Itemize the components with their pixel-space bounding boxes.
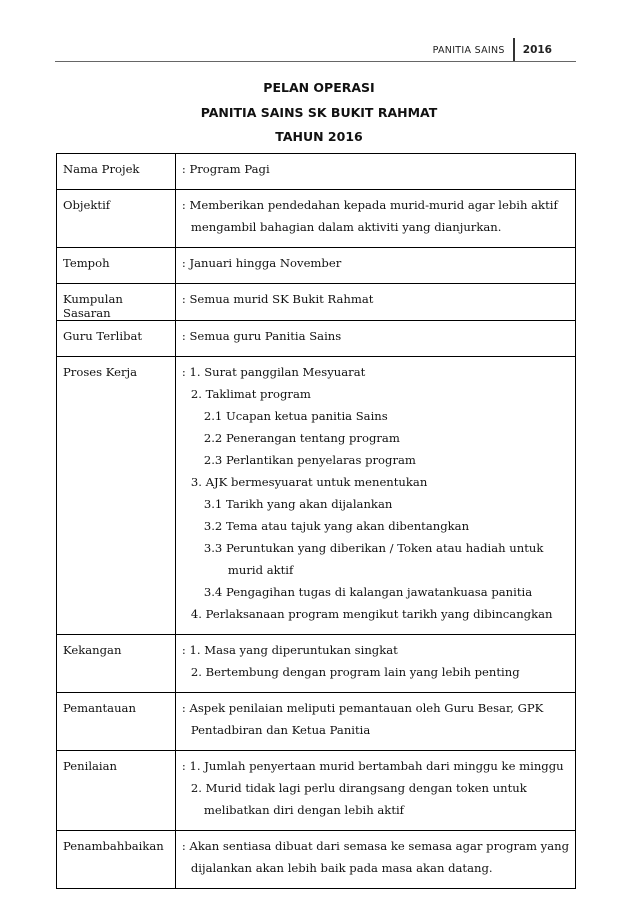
row-value-line: 2. Bertembung dengan program lain yang lebih penting	[190, 665, 520, 679]
row-label: Penambahbaikan	[57, 831, 176, 889]
table-row	[57, 321, 576, 357]
table-row	[57, 693, 576, 751]
table-row	[57, 635, 576, 693]
row-value-line: 3.2 Tema atau tajuk yang akan dibentangkan	[203, 519, 470, 533]
header-year: 2016	[522, 44, 552, 56]
row-value-line: 2.1 Ucapan ketua panitia Sains	[203, 409, 388, 423]
table-row	[57, 751, 576, 831]
row-value	[175, 190, 575, 248]
row-label: Kumpulan Sasaran	[57, 284, 176, 321]
row-value-line: 3. AJK bermesyuarat untuk menentukan	[190, 475, 428, 489]
row-value-line: 2. Taklimat program	[190, 387, 311, 401]
row-value-line: : Memberikan pendedahan kepada murid-murid agar lebih aktif	[181, 198, 558, 212]
header-title: PANITIA SAINS	[432, 44, 505, 56]
row-value-line: : 1. Masa yang diperuntukan singkat	[181, 643, 398, 657]
document-subtitle: PANITIA SAINS SK BUKIT RAHMAT	[200, 105, 438, 120]
row-label: Pemantauan	[57, 693, 176, 751]
row-value-line: : Semua guru Panitia Sains	[181, 329, 342, 343]
row-value	[175, 357, 575, 635]
row-value-line: : Aspek penilaian meliputi pemantauan oleh Guru Besar, GPK	[181, 701, 544, 715]
row-value-line: 3.4 Pengagihan tugas di kalangan jawatankuasa panitia	[203, 585, 533, 599]
row-value-line: 3.1 Tarikh yang akan dijalankan	[203, 497, 393, 511]
row-label: Objektif	[57, 190, 176, 248]
table-row	[57, 831, 576, 889]
table-row	[57, 284, 576, 321]
row-value-line: : 1. Surat panggilan Mesyuarat	[181, 365, 366, 379]
row-value-line: melibatkan diri dengan lebih aktif	[203, 803, 404, 817]
row-label: Guru Terlibat	[57, 321, 176, 357]
row-value-line: : Program Pagi	[181, 162, 270, 176]
row-value-line: mengambil bahagian dalam aktiviti yang dianjurkan.	[190, 220, 502, 234]
row-value	[175, 284, 575, 321]
operation-plan-table	[56, 153, 576, 889]
row-value-line: : Semua murid SK Bukit Rahmat	[181, 292, 374, 306]
document-year-title: TAHUN 2016	[275, 129, 363, 144]
row-value-line: : Akan sentiasa dibuat dari semasa ke semasa agar program yang	[181, 839, 569, 853]
row-value-line: 3.3 Peruntukan yang diberikan / Token atau hadiah untuk	[203, 541, 544, 555]
row-label: Tempoh	[57, 248, 176, 284]
row-value	[175, 321, 575, 357]
row-value	[175, 693, 575, 751]
table-row	[57, 248, 576, 284]
row-value-line: 2.2 Penerangan tentang program	[203, 431, 400, 445]
row-value	[175, 831, 575, 889]
table-row	[57, 154, 576, 190]
row-value-line: : 1. Jumlah penyertaan murid bertambah dari minggu ke minggu	[181, 759, 564, 773]
table-row	[57, 357, 576, 635]
row-label: Kekangan	[57, 635, 176, 693]
row-value	[175, 751, 575, 831]
row-value-line: Pentadbiran dan Ketua Panitia	[190, 723, 371, 737]
document-title: PELAN OPERASI	[263, 80, 375, 95]
row-value-line: 4. Perlaksanaan program mengikut tarikh yang dibincangkan	[190, 607, 553, 621]
table-row	[57, 190, 576, 248]
row-value-line: murid aktif	[227, 563, 294, 577]
row-label: Proses Kerja	[57, 357, 176, 635]
row-value	[175, 248, 575, 284]
row-label: Penilaian	[57, 751, 176, 831]
page-header	[433, 38, 552, 62]
row-value	[175, 635, 575, 693]
row-value-line: : Januari hingga November	[181, 256, 342, 270]
row-label: Nama Projek	[57, 154, 176, 190]
row-value	[175, 154, 575, 190]
row-value-line: 2.3 Perlantikan penyelaras program	[203, 453, 416, 467]
row-value-line: dijalankan akan lebih baik pada masa akan datang.	[190, 861, 493, 875]
header-rule	[55, 61, 576, 62]
row-value-line: 2. Murid tidak lagi perlu dirangsang dengan token untuk	[190, 781, 527, 795]
